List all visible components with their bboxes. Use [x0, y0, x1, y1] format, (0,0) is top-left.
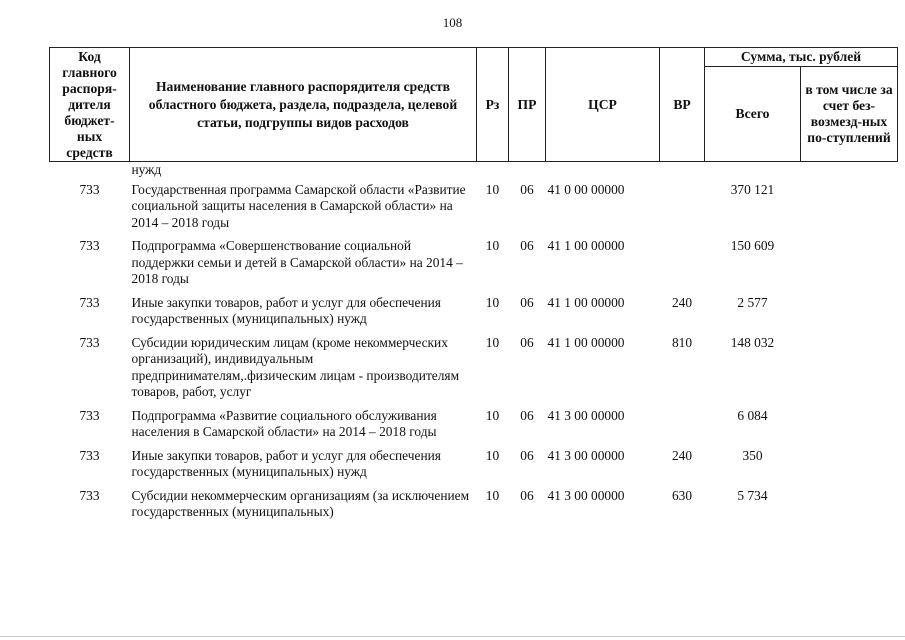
cell-code: 733 [79, 181, 100, 197]
table-row [50, 488, 898, 528]
header-csr: ЦСР [546, 48, 660, 162]
cell-vr: 240 [671, 294, 693, 310]
cell-rz [477, 162, 509, 182]
cell-total: 6 084 [737, 407, 768, 423]
cell-vr [660, 408, 705, 448]
cell-name: Иные закупки товаров, работ и услуг для обеспечения государственных (муниципальных) нужд [131, 447, 441, 479]
table-body [50, 162, 898, 528]
table-row [50, 408, 898, 448]
cell-code [50, 162, 130, 182]
table-row [50, 295, 898, 335]
cell-code: 733 [79, 334, 100, 350]
page-number: 108 [442, 15, 463, 30]
cell-grants [801, 408, 898, 448]
cell-code: 733 [79, 238, 100, 253]
table-row [50, 162, 898, 182]
cell-name: Иные закупки товаров, работ и услуг для обеспечения государственных (муниципальных) нужд [131, 294, 441, 326]
cell-rz: 10 [485, 334, 500, 350]
cell-grants [801, 162, 898, 182]
cell-pr: 06 [520, 181, 534, 197]
header-total: Всего [705, 67, 801, 162]
cell-rz: 10 [485, 238, 500, 253]
cell-rz: 10 [485, 447, 500, 463]
cell-pr: 06 [520, 294, 534, 310]
cell-pr: 06 [520, 487, 534, 503]
bottom-rule [0, 636, 905, 637]
cell-grants [801, 238, 898, 295]
cell-pr: 06 [520, 238, 534, 253]
table-row [50, 238, 898, 295]
cell-name: Субсидии юридическим лицам (кроме некоммерческих организаций), индивидуальным предпринимателям,.физическим лицам - производителям товаров, работ, услуг [131, 334, 460, 399]
cell-code: 733 [79, 487, 100, 503]
table-row [50, 448, 898, 488]
cell-code: 733 [79, 294, 100, 310]
cell-name: Государственная программа Самарской области «Развитие социальной защиты населения в Самарской области» на 2014 – 2018 годы [131, 181, 466, 230]
header-pr: ПР [509, 48, 546, 162]
cell-name: Подпрограмма «Развитие социального обслуживания населения в Самарской области» на 2014 – 2018 годы [131, 407, 437, 439]
cell-name: Подпрограмма «Совершенствование социальной поддержки семьи и детей в Самарской области» на 2014 – 2018 годы [131, 238, 463, 286]
table-header [50, 48, 898, 162]
table-row [50, 182, 898, 239]
table-row [50, 335, 898, 408]
cell-csr: 41 3 00 00000 [547, 407, 625, 423]
header-vr: ВР [660, 48, 705, 162]
cell-vr: 630 [671, 487, 693, 503]
cell-total: 150 609 [730, 238, 775, 253]
cell-total: 350 [742, 447, 763, 463]
cell-csr: 41 1 00 00000 [547, 238, 625, 253]
budget-table [49, 47, 898, 528]
cell-grants [801, 335, 898, 408]
header-code: Код главного распоря-дителя бюджет-ных средств [50, 48, 130, 162]
cell-total: 2 577 [737, 294, 768, 310]
cell-total: 5 734 [737, 487, 768, 503]
cell-name: Субсидии некоммерческим организациям (за исключением государственных (муниципальных) [131, 487, 470, 519]
cell-vr: 240 [671, 447, 693, 463]
cell-csr: 41 1 00 00000 [547, 294, 625, 310]
cell-vr: 810 [671, 334, 693, 350]
cell-total [705, 162, 801, 182]
cell-pr: 06 [520, 447, 534, 463]
cell-vr [660, 182, 705, 239]
cell-rz: 10 [485, 294, 500, 310]
cell-grants [801, 488, 898, 528]
cell-name: нужд [131, 162, 162, 177]
cell-rz: 10 [485, 487, 500, 503]
cell-code: 733 [79, 407, 100, 423]
cell-csr: 41 3 00 00000 [547, 447, 625, 463]
cell-csr: 41 1 00 00000 [547, 334, 625, 350]
cell-code: 733 [79, 447, 100, 463]
cell-grants [801, 295, 898, 335]
cell-pr [509, 162, 546, 182]
header-sum-group: Сумма, тыс. рублей [705, 48, 898, 67]
cell-rz: 10 [485, 181, 500, 197]
cell-csr [546, 162, 660, 182]
header-incl-grants: в том числе за счет без-возмезд-ных по-ступлений [801, 67, 898, 162]
cell-rz: 10 [485, 407, 500, 423]
cell-vr [660, 162, 705, 182]
header-name: Наименование главного распорядителя средств областного бюджета, раздела, подраздела, целевой статьи, подгруппы видов расходов [130, 48, 477, 162]
cell-vr [660, 238, 705, 295]
header-rz: Рз [477, 48, 509, 162]
cell-grants [801, 448, 898, 488]
cell-total: 148 032 [730, 334, 775, 350]
cell-pr: 06 [520, 334, 534, 350]
cell-total: 370 121 [730, 181, 775, 197]
cell-csr: 41 3 00 00000 [547, 487, 625, 503]
cell-csr: 41 0 00 00000 [547, 181, 625, 197]
cell-grants [801, 182, 898, 239]
cell-pr: 06 [520, 407, 534, 423]
